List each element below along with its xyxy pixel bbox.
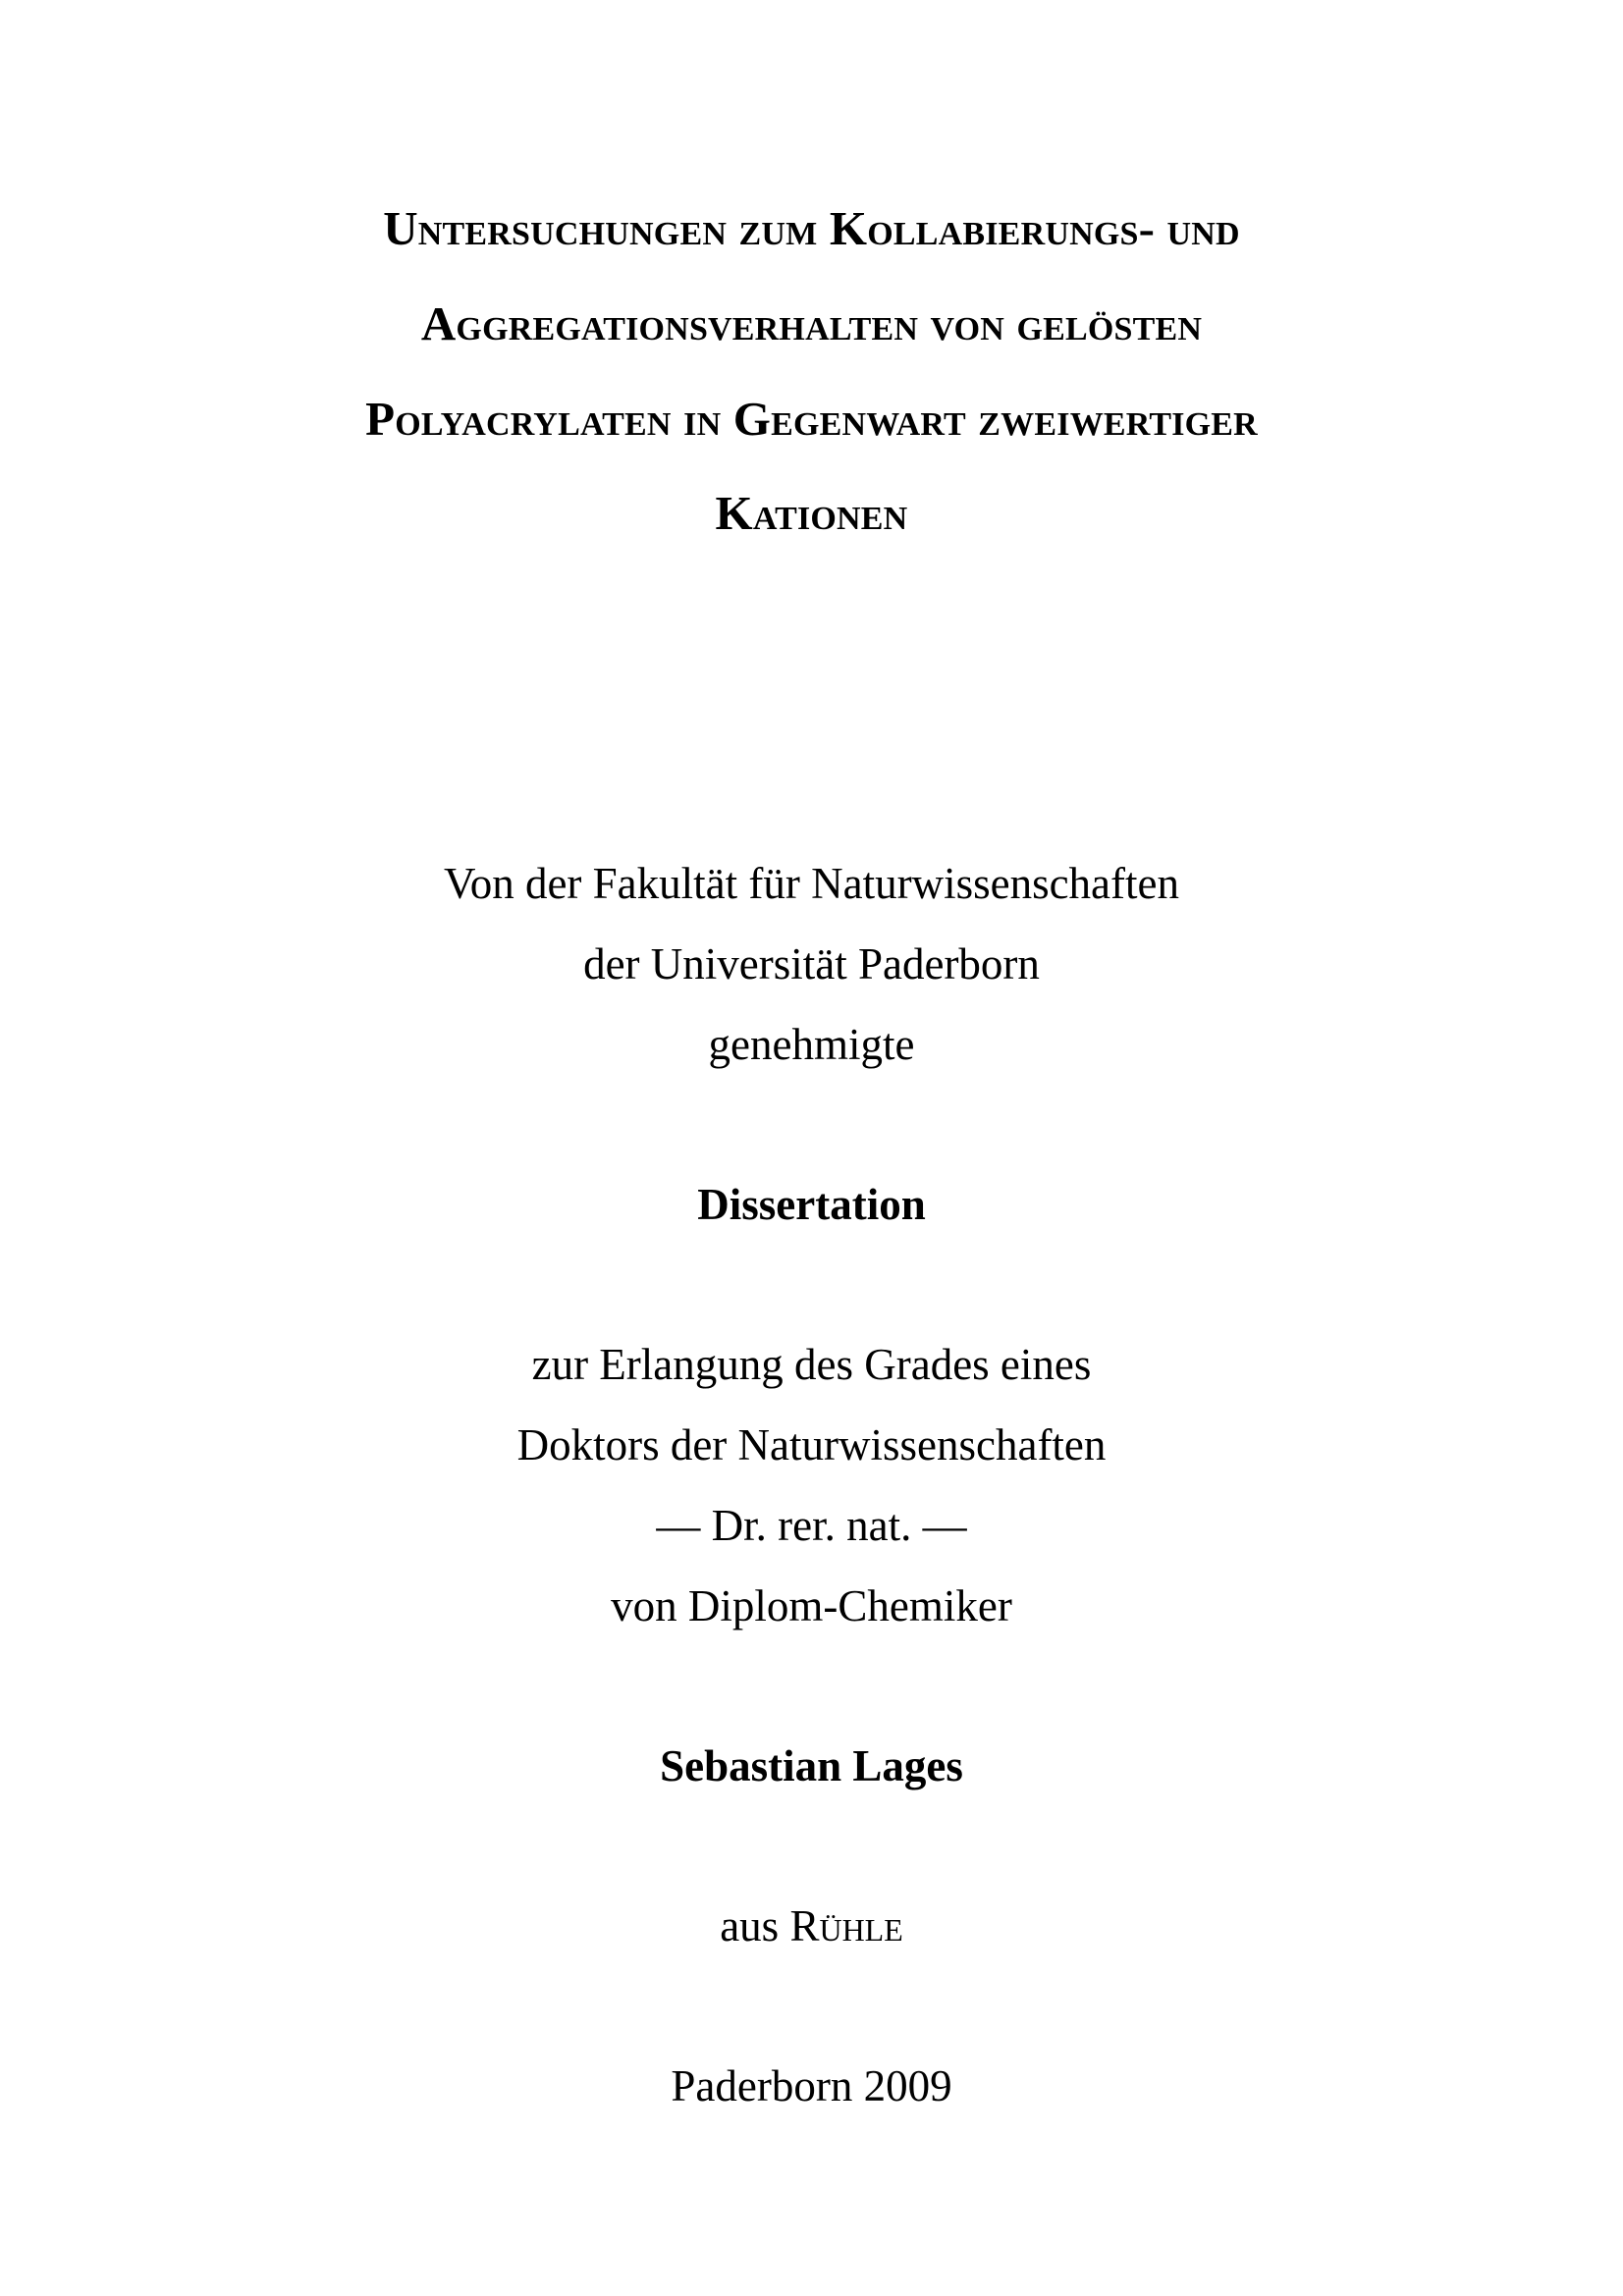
approved-line: genehmigte (708, 1020, 915, 1069)
degree-line-2: Doktors der Naturwissenschaften (516, 1420, 1107, 1469)
degree-line-3: — Dr. rer. nat. — (656, 1501, 967, 1550)
title-line-1: Untersuchungen zum Kollabierungs- und (383, 201, 1240, 255)
title-line-3: Polyacrylaten in Gegenwart zweiwertiger (365, 392, 1258, 446)
university-line: der Universität Paderborn (583, 939, 1040, 988)
faculty-line: Von der Fakultät für Naturwissenschaften (444, 859, 1179, 908)
title-line-4: Kationen (715, 486, 908, 540)
document-type: Dissertation (697, 1180, 926, 1229)
author-name: Sebastian Lages (660, 1741, 963, 1790)
origin-prefix: aus (720, 1901, 790, 1950)
origin-line (0, 1898, 1623, 1953)
degree-line-4: von Diplom-Chemiker (611, 1581, 1012, 1630)
title-line-2: Aggregationsverhalten von gelösten (420, 296, 1203, 350)
origin-place: Rühle (789, 1901, 903, 1950)
degree-line-1: zur Erlangung des Grades eines (531, 1340, 1092, 1389)
place-year: Paderborn 2009 (671, 2061, 952, 2110)
